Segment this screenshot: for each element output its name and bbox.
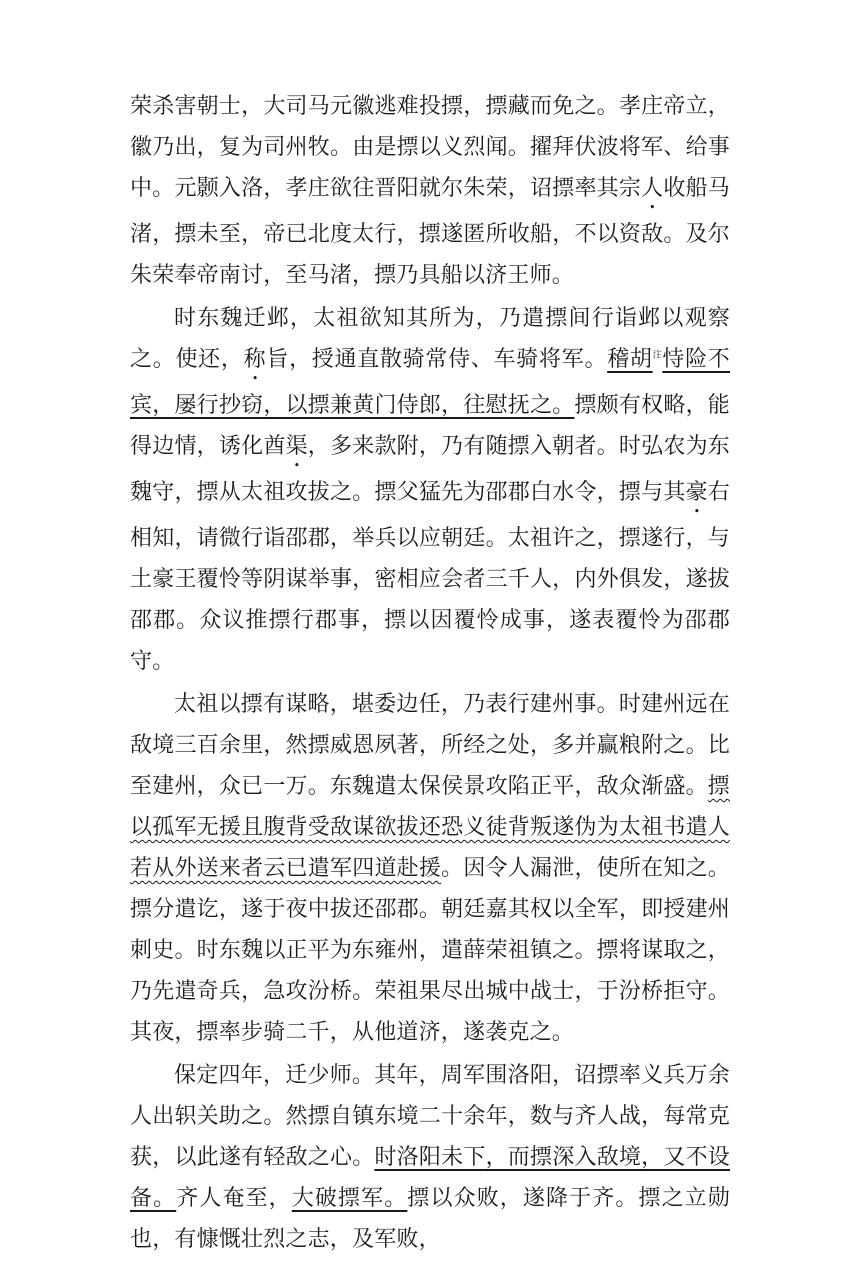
text-segment: 。因令人漏泄，使所在知之。摽分遣讫，遂于夜中拔还邵郡。朝廷嘉其权以全军，即授建州刺史。时东魏以正平为东雍州，遣薛荣祖镇之。摽将谋取之，乃先遣奇兵，急攻汾桥。荣祖果尽出城中战士，于汾桥拒守。其夜，摽率步骑二千，从他道济，遂袭克之。	[130, 856, 730, 1045]
text-segment: 太祖以摽有谋略，堪委边任，乃表行建州事。时建州远在敌境三百余里，然摽威恩夙著，所经之处，多并赢粮附之。比至建州，众已一万。东魏遣太保侯景攻陷正平，敌众渐盛。	[130, 692, 730, 799]
text-segment: 摽以众败，遂降于齐。摽之立勋也，有慷慨壮烈之志，及军败，	[130, 1186, 730, 1252]
text-segment: 荣杀害朝士，大司马元徽逃难投摽，摽藏而免之。孝庄帝立，徽乃出，复为司州牧。由是摽以义烈闻。擢拜伏波将军、给事中。元颢入洛，孝庄欲往晋阳就尔朱荣，诏摽率其宗	[130, 94, 730, 201]
emphasized-char: 人	[641, 176, 664, 201]
document-body	[130, 86, 730, 1262]
text-segment: 收船马渚，摽未至，帝已北度太行，摽遂匿所收船，不以资敌。及尔朱荣奉帝南讨，至马渚，摽乃具船以济王师。	[130, 176, 731, 288]
text-segment: 摽颇有权略，能得边情，诱化酋	[130, 393, 730, 459]
emphasized-char: 渠	[285, 434, 308, 459]
text-segment: 旨，授通直散骑常侍、车骑将军。	[266, 347, 608, 372]
text-segment: 齐人奄至，	[176, 1186, 292, 1211]
text-segment: 保定四年，迁少师。其年，周军围洛阳，诏摽率义兵万余人出轵关助之。然摽自镇东境二十余年，数与齐人战，每常克获，以此遂有轻敌之心。	[130, 1063, 730, 1170]
paragraph-1	[130, 86, 730, 296]
text-segment: ，多来款附，乃有随摽入朝者。时弘农为东魏守，摽从太祖攻拔之。摽父猛先为邵郡白水令，摽与其	[130, 434, 730, 505]
underlined-segment: 恃险不宾，屡行抄窃，以摽兼黄门侍郎，往慰抚之。	[130, 347, 731, 418]
paragraph-2	[130, 298, 730, 682]
underlined-segment: 大破摽军。	[291, 1186, 408, 1211]
emphasized-char: 称	[243, 347, 267, 372]
footnote-marker: 注	[652, 350, 663, 361]
underlined-segment: 稽胡	[607, 347, 653, 372]
paragraph-3	[130, 684, 730, 1053]
emphasized-char: 豪	[685, 480, 708, 505]
underlined-segment: 摽以孤军无援且腹背受敌谋欲拔还恐义徒背叛遂伪为太祖书遣人若从外送来者云已遣军四道赴援	[130, 774, 730, 881]
text-segment: 时东魏迁邺，太祖欲知其所为，乃遣摽间行诣邺以观察之。使还，	[130, 306, 730, 372]
paragraph-4	[130, 1055, 730, 1260]
text-segment: 右相知，请微行诣邵郡，举兵以应朝廷。太祖许之，摽遂行，与土豪王覆怜等阴谋举事，密相应会者三千人，内外俱发，遂拔邵郡。众议推摽行郡事，摽以因覆怜成事，遂表覆怜为邵郡守。	[130, 480, 730, 674]
underlined-segment: 时洛阳未下，而摽深入敌境，又不设备。	[130, 1145, 730, 1211]
